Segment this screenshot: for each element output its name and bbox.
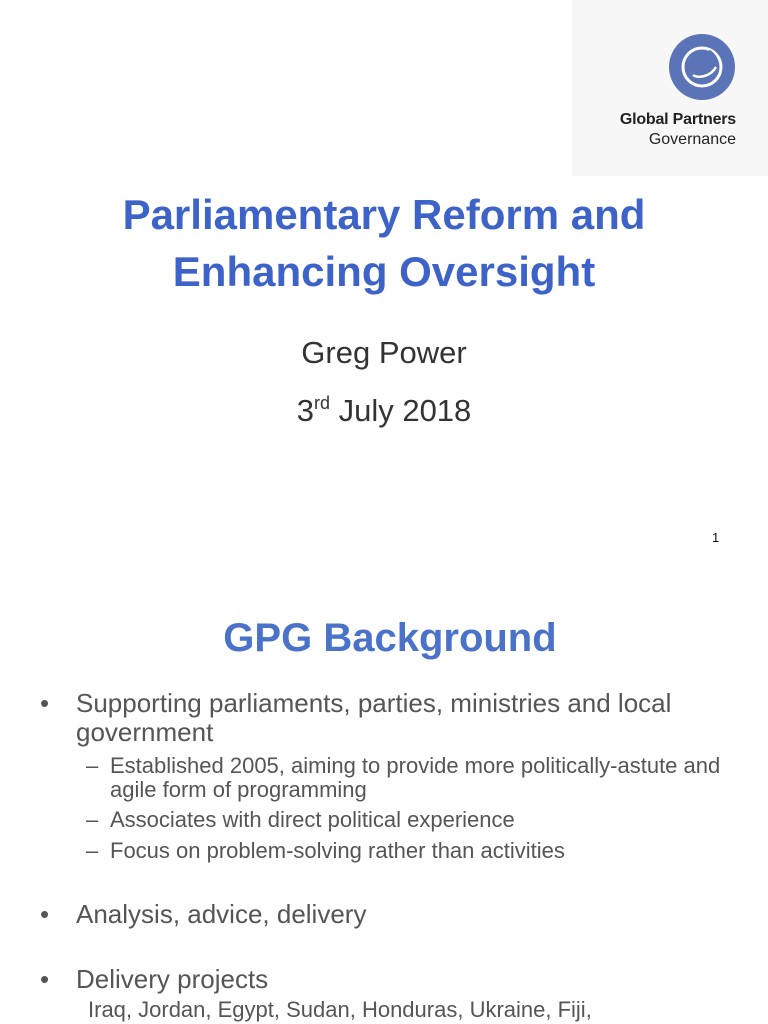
presentation-title: [0, 186, 768, 300]
sub-bullet-text: Associates with direct political experience: [110, 807, 515, 832]
bullet-dot-icon: •: [40, 964, 50, 994]
globe-logo-icon: [669, 34, 735, 100]
sub-bullet-item: [86, 839, 726, 863]
bullet-item: [40, 965, 740, 994]
dash-icon: –: [86, 838, 99, 863]
bullet-item: [40, 689, 740, 747]
sub-bullet-text: Established 2005, aiming to provide more politically-astute and agile form of programming: [110, 753, 721, 802]
presentation-date: [0, 383, 768, 431]
title-line-1: Parliamentary Reform and: [122, 191, 646, 238]
title-line-2: Enhancing Oversight: [172, 248, 596, 295]
gpg-logo: [572, 0, 768, 176]
sub-bullet-text: Focus on problem-solving rather than activities: [110, 838, 565, 863]
bullet-text: Supporting parliaments, parties, ministries and local government: [76, 688, 672, 747]
date-month-year: July 2018: [329, 393, 472, 428]
bullet-dot-icon: •: [40, 899, 50, 929]
bullet-item: [40, 900, 740, 929]
slide-heading: GPG Background: [223, 616, 557, 660]
author-name: Greg Power: [301, 335, 467, 370]
dash-icon: –: [86, 753, 99, 778]
background-slide: [0, 576, 768, 1024]
sub-bullet-item: [86, 808, 726, 832]
date-ordinal-suffix: rd: [313, 393, 330, 413]
dash-icon: –: [86, 807, 99, 832]
slide-number: 1: [712, 530, 720, 545]
bullet-text: Analysis, advice, delivery: [76, 899, 367, 929]
date-day: 3: [296, 393, 314, 428]
bullet-dot-icon: •: [40, 688, 50, 718]
logo-text-primary: Global Partners: [619, 111, 736, 128]
delivery-countries: Iraq, Jordan, Egypt, Sudan, Honduras, Ukraine, Fiji,: [88, 997, 592, 1022]
logo-text-secondary: Governance: [648, 131, 736, 148]
bullet-text: Delivery projects: [76, 964, 269, 994]
sub-bullet-item: [86, 754, 726, 802]
